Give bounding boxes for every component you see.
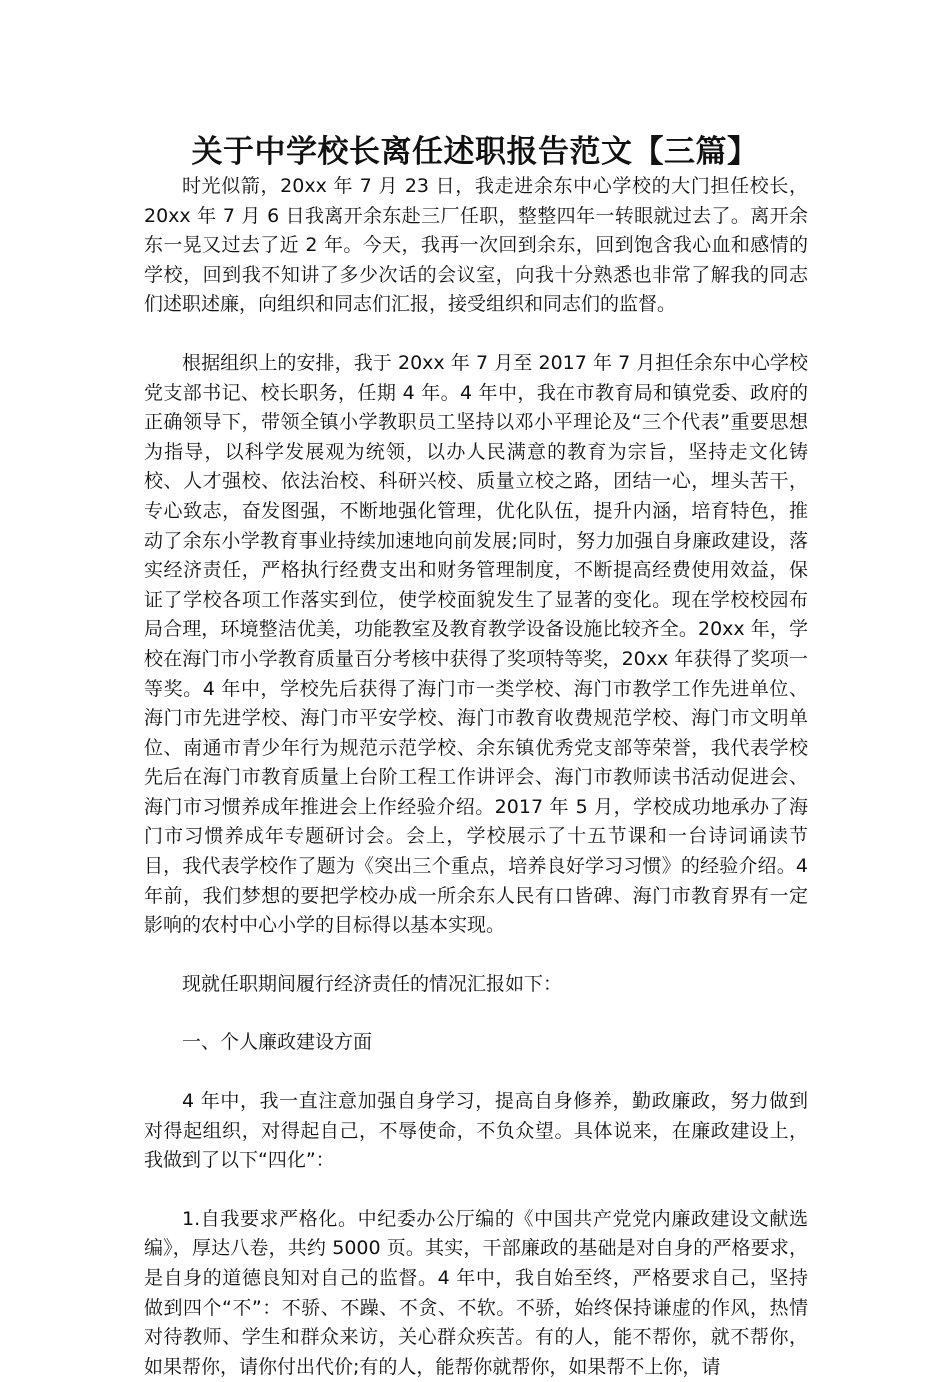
document-title: 关于中学校长离任述职报告范文【三篇】 bbox=[191, 134, 759, 170]
document-body bbox=[144, 172, 808, 1382]
paragraph-self-discipline: 1.自我要求严格化。中纪委办公厅编的《中国共产党党内廉政建设文献选编》，厚达八卷，共约 5000 页。其实，干部廉政的基础是对自身的严格要求，是自身的道德良知对自己的监督。4 年中，我自始至终，严格要求自己，坚持做到四个“不”：不骄、不躁、不贪、不软。不骄，始终保持谦虚的作风，热情对待教师、学生和群众来访，关心群众疾苦。有的人，能不帮你，就不帮你，如果帮你，请你付出代价;有的人，能帮你就帮你，如果帮不上你，请 bbox=[144, 1207, 808, 1378]
paragraph-gap bbox=[144, 1058, 808, 1087]
paragraph-gap bbox=[144, 941, 808, 970]
paragraph-gap bbox=[144, 1176, 808, 1205]
paragraph-gap bbox=[144, 320, 808, 349]
paragraph-gap bbox=[144, 999, 808, 1028]
paragraph-report-intro: 现就任职期间履行经济责任的情况汇报如下： bbox=[182, 972, 563, 995]
paragraph-term-review: 根据组织上的安排，我于 20xx 年 7 月至 2017 年 7 月担任余东中心学校党支部书记、校长职务，任期 4 年。4 年中，我在市教育局和镇党委、政府的正确领导下，带领全镇小学教职员工坚持以邓小平理论及“三个代表”重要思想为指导，以科学发展观为统领，以办人民满意的教育为宗旨，坚持走文化铸校、人才强校、依法治校、科研兴校、质量立校之路，团结一心，埋头苦干，专心致志，奋发图强，不断地强化管理，优化队伍，提升内涵，培育特色，推动了余东小学教育事业持续加速地向前发展;同时，努力加强自身廉政建设，落实经济责任，严格执行经费支出和财务管理制度，不断提高经费使用效益，保证了学校各项工作落实到位，使学校面貌发生了显著的变化。现在学校校园布局合理，环境整洁优美，功能教室及教育教学设备设施比较齐全。20xx 年，学校在海门市小学教育质量百分考核中获得了奖项特等奖，20xx 年获得了奖项一等奖。4 年中，学校先后获得了海门市一类学校、海门市教学工作先进单位、海门市先进学校、海门市平安学校、海门市教育收费规范学校、海门市文明单位、南通市青少年行为规范示范学校、余东镇优秀党支部等荣誉，我代表学校先后在海门市教育质量上台阶工程工作讲评会、海门市教师读书活动促进会、海门市习惯养成年推进会上作经验介绍。2017 年 5 月，学校成功地承办了海门市习惯养成年专题研讨会。会上，学校展示了十五节课和一台诗词诵读节目，我代表学校作了题为《突出三个重点，培养良好学习习惯》的经验介绍。4 年前，我们梦想的要把学校办成一所余东人民有口皆碑、海门市教育界有一定影响的农村中心小学的目标得以基本实现。 bbox=[144, 351, 808, 937]
section-heading-integrity: 一、个人廉政建设方面 bbox=[182, 1031, 373, 1054]
paragraph-intro: 时光似箭，20xx 年 7 月 23 日，我走进余东中心学校的大门担任校长，20xx 年 7 月 6 日我离开余东赴三厂任职，整整四年一转眼就过去了。离开余东一晃又过去了近 2 年。今天，我再一次回到余东，回到饱含我心血和感情的学校，回到我不知讲了多少次话的会议室，向我十分熟悉也非常了解我的同志们述职述廉，向组织和同志们汇报，接受组织和同志们的监督。 bbox=[144, 175, 808, 316]
paragraph-four-principles: 4 年中，我一直注意加强自身学习，提高自身修养，勤政廉政，努力做到对得起组织，对得起自己，不辱使命，不负众望。具体说来，在廉政建设上，我做到了以下“四化”： bbox=[144, 1090, 808, 1172]
